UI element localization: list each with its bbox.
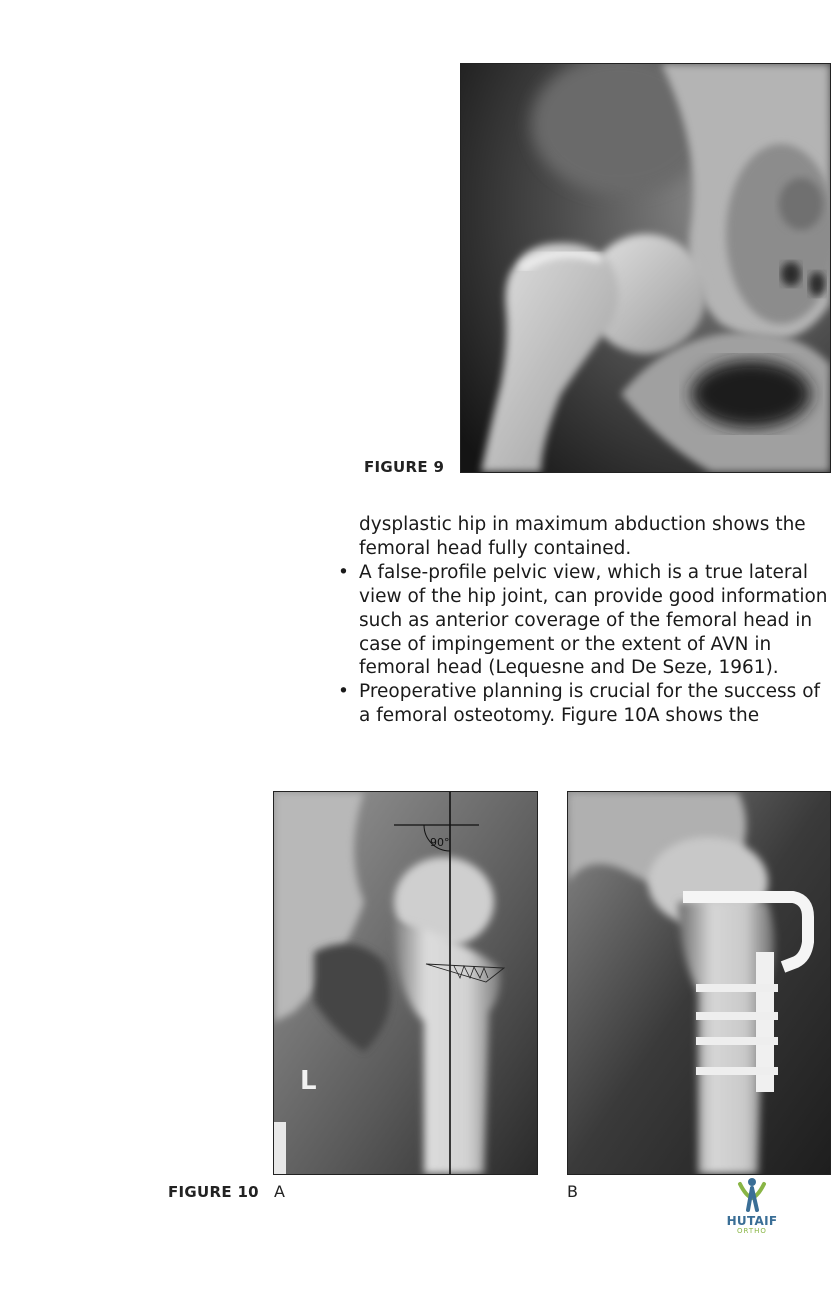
logo-wordmark: HUTAIF	[726, 1214, 778, 1228]
bullet-text: A false-profile pelvic view, which is a true lateral view of the hip joint, can provide good information such as anterior coverage of the femoral head in case of impingement or the extent of AVN in femoral head (Lequesne and De Seze, 1961).	[359, 561, 828, 679]
logo-subtitle: ORTHO	[737, 1227, 767, 1235]
figure-10-label: FIGURE 10	[168, 1183, 259, 1201]
hutaif-ortho-logo	[722, 1176, 782, 1238]
side-marker: L	[300, 1066, 317, 1096]
figure-10a-xray-image	[273, 791, 538, 1175]
bullet-dot: •	[338, 561, 349, 583]
angle-label: 90°	[430, 836, 450, 849]
figure-10b-xray-image	[567, 791, 831, 1175]
panel-a-letter: A	[274, 1182, 285, 1201]
figure-9-label: FIGURE 9	[364, 458, 445, 476]
logo-figure-icon	[722, 1176, 782, 1214]
bullet-text: Preoperative planning is crucial for the success of a femoral osteotomy. Figure 10A shows the	[359, 681, 821, 727]
bullet-item	[336, 561, 836, 681]
continuation-paragraph: dysplastic hip in maximum abduction shows the femoral head fully contained.	[359, 514, 806, 559]
bullet-dot: •	[338, 681, 349, 703]
body-text	[336, 513, 836, 728]
panel-b-letter: B	[567, 1182, 578, 1201]
bullet-item	[336, 680, 836, 728]
figure-9-xray-image	[460, 63, 831, 473]
